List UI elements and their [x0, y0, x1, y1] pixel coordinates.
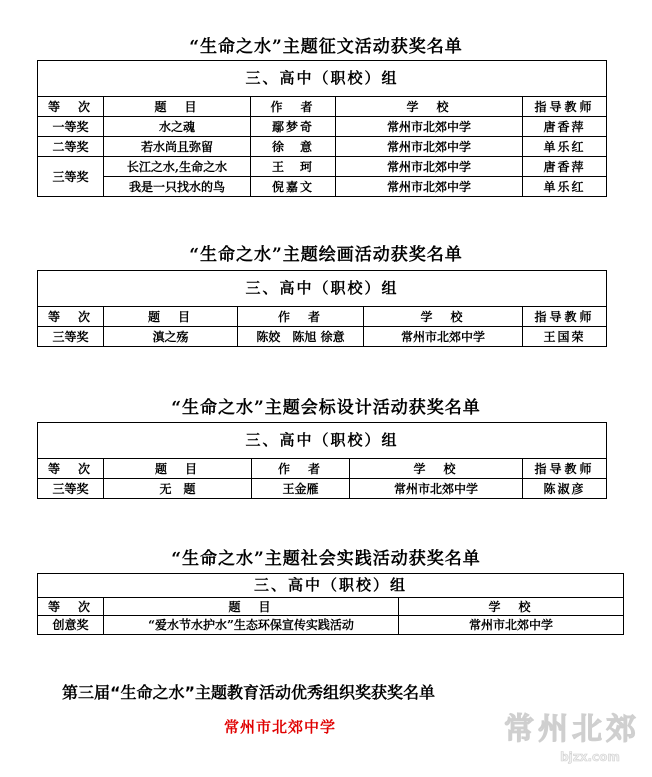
section-title-logo-design: “生命之水”主题会标设计活动获奖名单 [171, 398, 481, 418]
cell-author: 王 珂 [251, 157, 336, 177]
cell-school: 常州市北郊中学 [336, 157, 523, 177]
header-author: 作 者 [238, 307, 364, 327]
cell-title: “爱水节水护水”生态环保宣传实践活动 [104, 616, 399, 635]
cell-teacher: 单乐红 [523, 177, 607, 197]
logo-design-award-table [37, 422, 607, 499]
group-row [38, 271, 607, 307]
table-row [38, 117, 607, 137]
header-row [38, 307, 607, 327]
header-school: 学 校 [336, 97, 523, 117]
cell-rank: 创意奖 [38, 616, 104, 635]
painting-award-table [37, 270, 607, 347]
header-title: 题 目 [104, 307, 238, 327]
table-row [38, 177, 607, 197]
watermark-text: 常州北郊 [504, 712, 640, 747]
header-rank: 等 次 [38, 459, 104, 479]
header-teacher: 指导教师 [523, 459, 607, 479]
group-row [38, 61, 607, 97]
cell-school: 常州市北郊中学 [336, 137, 523, 157]
cell-title: 我是一只找水的鸟 [104, 177, 251, 197]
cell-school: 常州市北郊中学 [336, 117, 523, 137]
cell-rank: 三等奖 [38, 479, 104, 499]
watermark-logo [500, 705, 645, 767]
header-row [38, 459, 607, 479]
section-title-social-practice: “生命之水”主题社会实践活动获奖名单 [171, 549, 481, 569]
cell-rank: 三等奖 [38, 157, 104, 197]
header-rank: 等 次 [38, 97, 104, 117]
header-title: 题 目 [104, 459, 252, 479]
group-row [38, 423, 607, 459]
header-school: 学 校 [350, 459, 523, 479]
cell-title: 长江之水,生命之水 [104, 157, 251, 177]
header-rank: 等 次 [38, 307, 104, 327]
group-label: 三、高中（职校）组 [38, 423, 607, 459]
cell-school: 常州市北郊中学 [336, 177, 523, 197]
header-author: 作 者 [251, 97, 336, 117]
header-title: 题 目 [104, 97, 251, 117]
group-label: 三、高中（职校）组 [38, 271, 607, 307]
header-row [38, 97, 607, 117]
header-teacher: 指导教师 [523, 97, 607, 117]
cell-rank: 三等奖 [38, 327, 104, 347]
cell-title: 滇之殇 [104, 327, 238, 347]
cell-author: 徐 意 [251, 137, 336, 157]
cell-rank: 一等奖 [38, 117, 104, 137]
table-row [38, 157, 607, 177]
header-author: 作 者 [252, 459, 350, 479]
cell-teacher: 唐香萍 [523, 157, 607, 177]
header-title: 题 目 [104, 598, 399, 616]
organization-award-title: 第三届“生命之水”主题教育活动优秀组织奖获奖名单 [62, 683, 436, 702]
group-row [38, 574, 624, 598]
cell-author: 陈姣 陈旭 徐意 [238, 327, 364, 347]
cell-teacher: 唐香萍 [523, 117, 607, 137]
table-row [38, 327, 607, 347]
cell-teacher: 单乐红 [523, 137, 607, 157]
table-row [38, 479, 607, 499]
organization-award-school: 常州市北郊中学 [224, 718, 337, 736]
group-label: 三、高中（职校）组 [38, 574, 624, 598]
header-teacher: 指导教师 [523, 307, 607, 327]
cell-school: 常州市北郊中学 [364, 327, 523, 347]
cell-author: 王金雁 [252, 479, 350, 499]
cell-teacher: 陈淑彦 [523, 479, 607, 499]
header-row [38, 598, 624, 616]
header-rank: 等 次 [38, 598, 104, 616]
cell-school: 常州市北郊中学 [350, 479, 523, 499]
table-row [38, 137, 607, 157]
cell-title: 无 题 [104, 479, 252, 499]
header-school: 学 校 [399, 598, 624, 616]
cell-author: 倪嘉文 [251, 177, 336, 197]
cell-teacher: 王国荣 [523, 327, 607, 347]
social-practice-award-table [37, 573, 624, 635]
watermark-subtext: bjzx.com [560, 750, 620, 764]
cell-title: 若水尚且弥留 [104, 137, 251, 157]
table-row [38, 616, 624, 635]
cell-title: 水之魂 [104, 117, 251, 137]
header-school: 学 校 [364, 307, 523, 327]
cell-rank: 二等奖 [38, 137, 104, 157]
essay-award-table [37, 60, 607, 197]
cell-school: 常州市北郊中学 [399, 616, 624, 635]
cell-author: 鄢梦奇 [251, 117, 336, 137]
section-title-painting: “生命之水”主题绘画活动获奖名单 [189, 245, 463, 265]
group-label: 三、高中（职校）组 [38, 61, 607, 97]
section-title-essay: “生命之水”主题征文活动获奖名单 [189, 37, 463, 57]
